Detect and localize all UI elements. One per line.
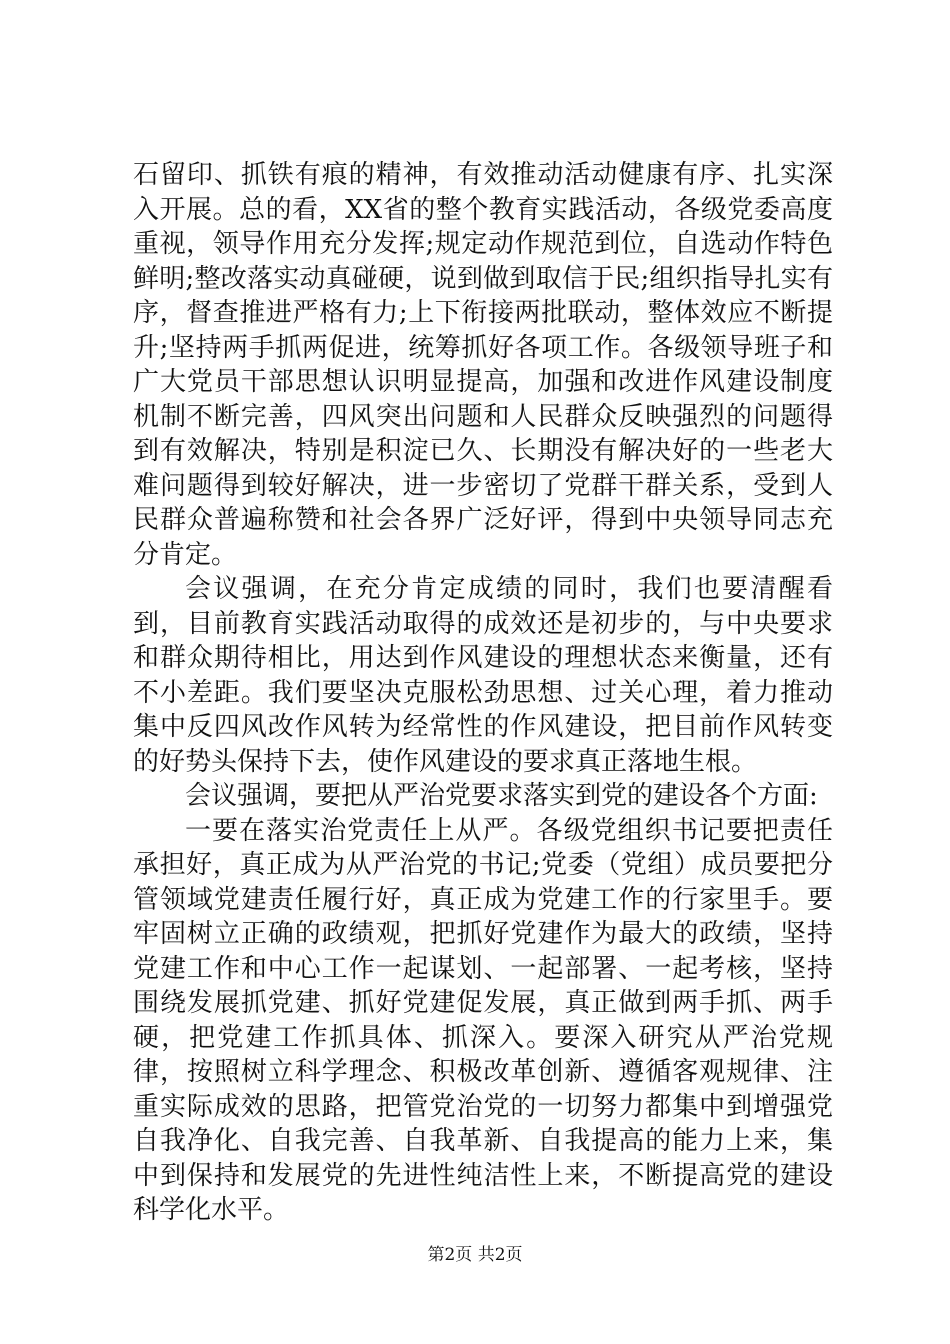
paragraph-1: 石留印、抓铁有痕的精神，有效推动活动健康有序、扎实深入开展。总的看，XX省的整个教育实践活动，各级党委高度重视，领导作用充分发挥;规定动作规范到位，自选动作特色鲜明;整改落实动真碰硬，说到做到取信于民;组织指导扎实有序，督查推进严格有力;上下衔接两批联动，整体效应不断提升;坚持两手抓两促进，统筹抓好各项工作。各级领导班子和广大党员干部思想认识明显提高，加强和改进作风建设制度机制不断完善，四风突出问题和人民群众反映强烈的问题得到有效解决，特别是积淀已久、长期没有解决好的一些老大难问题得到较好解决，进一步密切了党群干群关系，受到人民群众普遍称赞和社会各界广泛好评，得到中央领导同志充分肯定。 xyxy=(133,160,833,570)
document-body xyxy=(133,158,833,1228)
paragraph-2: 会议强调，在充分肯定成绩的同时，我们也要清醒看到，目前教育实践活动取得的成效还是初步的，与中央要求和群众期待相比，用达到作风建设的理想状态来衡量，还有不小差距。我们要坚决克服松劲思想、过关心理，着力推动集中反四风改作风转为经常性的作风建设，把目前作风转变的好势头保持下去，使作风建设的要求真正落地生根。 xyxy=(133,574,833,777)
paragraph-3: 会议强调，要把从严治党要求落实到党的建设各个方面: xyxy=(185,781,818,811)
paragraph-4: 一要在落实治党责任上从严。各级党组织书记要把责任承担好，真正成为从严治党的书记;党委（党组）成员要把分管领域党建责任履行好，真正成为党建工作的行家里手。要牢固树立正确的政绩观，把抓好党建作为最大的政绩，坚持党建工作和中心工作一起谋划、一起部署、一起考核，坚持围绕发展抓党建、抓好党建促发展，真正做到两手抓、两手硬，把党建工作抓具体、抓深入。要深入研究从严治党规律，按照树立科学理念、积极改革创新、遵循客观规律、注重实际成效的思路，把管党治党的一切努力都集中到增强党自我净化、自我完善、自我革新、自我提高的能力上来，集中到保持和发展党的先进性纯洁性上来，不断提高党的建设科学化水平。 xyxy=(133,815,833,1225)
page-number-footer: 第2页 共2页 xyxy=(427,1245,523,1265)
